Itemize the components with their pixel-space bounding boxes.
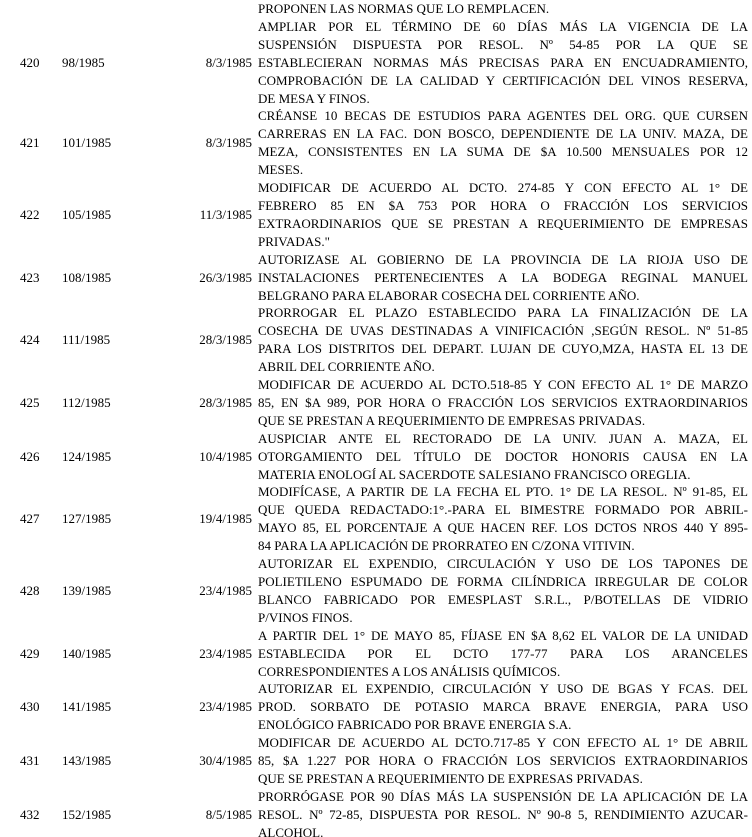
resolution-number: 143/1985 — [62, 753, 112, 769]
description-line: ESTABLECIDA POR EL DCTO 177-77 PARA LOS ARANCELES — [258, 645, 748, 661]
resolution-description — [258, 483, 752, 555]
description-line: COSECHA DE UVAS DESTINADAS A VINIFICACIÓN ,SEGÚN RESOL. Nº 51-85 — [258, 323, 748, 339]
description-line: CORRESPONDIENTES A LOS ANÁLISIS QUÍMICOS. — [258, 663, 561, 679]
table-row — [0, 680, 752, 734]
description-line: CARRERAS EN LA FAC. DON BOSCO, DEPENDIENTE DE LA UNIV. MAZA, DE — [258, 126, 748, 142]
description-line: QUE SE PRESTAN A REQUERIMIENTO DE EMPRESAS PRIVADAS. — [258, 412, 646, 428]
resolution-description — [258, 680, 752, 734]
resolution-date: 28/3/1985 — [199, 332, 252, 348]
resolution-date — [188, 0, 258, 18]
description-line: 85, EN $A 989, POR HORA O FRACCIÓN LOS SERVICIOS EXTRAORDINARIOS — [258, 394, 748, 410]
table-row — [0, 734, 752, 788]
description-line: MEZA, CONSISTENTES EN LA SUMA DE $A 10.500 MENSUALES POR 12 — [258, 144, 748, 160]
resolution-number: 152/1985 — [62, 806, 112, 822]
resolution-description — [258, 304, 752, 376]
resolution-date: 23/4/1985 — [199, 582, 252, 598]
description-line: PROPONEN LAS NORMAS QUE LO REMPLACEN. — [258, 1, 550, 16]
resolution-date: 8/5/1985 — [205, 806, 252, 822]
description-line: CRÉANSE 10 BECAS DE ESTUDIOS PARA AGENTES DEL ORG. QUE CURSEN — [258, 108, 748, 124]
description-line: PRORRÓGASE POR 90 DÍAS MÁS LA SUSPENSIÓN DE LA APLICACIÓN DE LA — [258, 788, 748, 804]
description-line: POLIETILENO ESPUMADO DE FORMA CILÍNDRICA IRREGULAR DE COLOR — [258, 574, 748, 589]
table-row — [0, 627, 752, 681]
resolution-description — [258, 788, 752, 837]
resolution-number: 105/1985 — [62, 206, 112, 222]
description-line: ABRIL DEL CORRIENTE AÑO. — [258, 359, 435, 375]
description-line: PRORROGAR EL PLAZO ESTABLECIDO PARA LA FINALIZACIÓN DE LA — [258, 305, 748, 321]
description-line: PARA LOS DISTRITOS DEL DEPART. LUJAN DE CUYO,MZA, HASTA EL 13 DE — [258, 341, 748, 357]
description-line: AUTORIZAR EL EXPENDIO, CIRCULACIÓN Y USO DE BGAS Y FCAS. DEL — [258, 681, 748, 697]
resolution-description — [258, 430, 752, 484]
resolution-description — [258, 18, 752, 108]
description-line: 84 PARA LA APLICACIÓN DE PRORRATEO EN C/ZONA VITIVIN. — [258, 538, 635, 554]
resolution-number: 141/1985 — [62, 699, 112, 715]
resolution-number: 108/1985 — [62, 269, 112, 285]
record-number — [0, 0, 62, 18]
resolution-number: 140/1985 — [62, 645, 112, 661]
description-line: MESES. — [258, 162, 304, 178]
resolution-date: 23/4/1985 — [199, 699, 252, 715]
resolution-date: 8/3/1985 — [205, 54, 252, 70]
description-line: PROD. SORBATO DE POTASIO MARCA BRAVE ENERGIA, PARA USO — [258, 699, 748, 715]
record-number: 423 — [20, 269, 40, 285]
resolution-description — [258, 376, 752, 430]
table-row — [0, 107, 752, 179]
description-line: MAYO 85, EL PORCENTAJE A QUE HACEN REF. LOS DCTOS NROS 440 Y 895- — [258, 520, 748, 536]
record-number: 430 — [20, 699, 40, 715]
resolution-description — [258, 179, 752, 251]
description-line: AUTORIZASE AL GOBIERNO DE LA PROVINCIA DE LA RIOJA USO DE — [258, 251, 748, 267]
table-row — [0, 251, 752, 305]
resolution-date: 8/3/1985 — [205, 135, 252, 151]
description-line: MODIFICAR DE ACUERDO AL DCTO.717-85 Y CON EFECTO AL 1° DE ABRIL — [258, 735, 748, 751]
description-line: FEBRERO 85 EN $A 753 POR HORA O FRACCIÓN LOS SERVICIOS — [258, 197, 748, 213]
description-line: MODIFICAR DE ACUERDO AL DCTO.518-85 Y CON EFECTO AL 1° DE MARZO — [258, 377, 748, 393]
resolution-number: 127/1985 — [62, 511, 112, 527]
table-row — [0, 304, 752, 376]
description-line: AMPLIAR POR EL TÉRMINO DE 60 DÍAS MÁS LA VIGENCIA DE LA — [258, 18, 748, 34]
description-line: COMPROBACIÓN DE LA CALIDAD Y CERTIFICACIÓN DEL VINOS RESERVA, — [258, 72, 748, 88]
description-line: DE MESA Y FINOS. — [258, 90, 370, 106]
description-line: ENOLÓGICO FABRICADO POR BRAVE ENERGIA S.A. — [258, 717, 572, 733]
description-line: ALCOHOL. — [258, 824, 324, 837]
record-number: 428 — [20, 582, 40, 598]
description-line: P/VINOS FINOS. — [258, 609, 353, 625]
description-line: BELGRANO PARA ELABORAR COSECHA DEL CORRIENTE AÑO. — [258, 287, 640, 303]
table-row — [0, 179, 752, 251]
resolution-number: 139/1985 — [62, 582, 112, 598]
table-row — [0, 555, 752, 627]
record-number: 431 — [20, 753, 40, 769]
record-number: 429 — [20, 645, 40, 661]
resolution-description — [258, 734, 752, 788]
record-number: 425 — [20, 394, 40, 410]
resolution-date: 11/3/1985 — [199, 206, 252, 222]
resolution-number: 124/1985 — [62, 448, 112, 464]
description-line: AUSPICIAR ANTE EL RECTORADO DE LA UNIV. JUAN A. MAZA, EL — [258, 430, 748, 446]
resolution-description — [258, 251, 752, 305]
resolution-description — [258, 107, 752, 179]
description-line: OTORGAMIENTO DEL TÍTULO DE DOCTOR HONORIS CAUSA EN LA — [258, 448, 748, 464]
description-line: BLANCO FABRICADO POR EMESPLAST S.R.L., P/BOTELLAS DE VIDRIO — [258, 591, 748, 607]
resolution-description — [258, 555, 752, 627]
record-number: 424 — [20, 332, 40, 348]
resolution-date: 23/4/1985 — [199, 645, 252, 661]
resolution-date: 28/3/1985 — [199, 394, 252, 410]
description-line: MODIFÍCASE, A PARTIR DE LA FECHA EL PTO. 1° DE LA RESOL. Nº 91-85, EL — [258, 484, 748, 500]
description-line: SUSPENSIÓN DISPUESTA POR RESOL. Nº 54-85 POR LA QUE SE — [258, 36, 748, 52]
record-number: 432 — [20, 806, 40, 822]
resolution-description — [258, 627, 752, 681]
resolution-date: 19/4/1985 — [199, 511, 252, 527]
record-number: 421 — [20, 135, 40, 151]
description-line: QUE QUEDA REDACTADO:1°.-PARA EL BIMESTRE FORMADO POR ABRIL- — [258, 502, 748, 518]
table-row — [0, 430, 752, 484]
description-line: EXTRAORDINARIOS QUE SE PRESTAN A REQUERIMIENTO DE EMPRESAS — [258, 215, 748, 231]
description-line: INSTALACIONES PERTENECIENTES A LA BODEGA REGINAL MANUEL — [258, 269, 748, 285]
table-row — [0, 788, 752, 837]
record-number: 426 — [20, 448, 40, 464]
description-line: MATERIA ENOLOGÍ AL SACERDOTE SALESIANO FRANCISCO OREGLIA. — [258, 466, 691, 482]
resolution-number — [62, 0, 188, 18]
resolution-description — [258, 0, 752, 18]
resolution-date: 30/4/1985 — [199, 753, 252, 769]
description-line: ESTABLECIERAN NORMAS MÁS PRECISAS PARA EN ENCUADRAMIENTO, — [258, 54, 748, 70]
description-line: PRIVADAS." — [258, 233, 330, 249]
record-number: 422 — [20, 206, 40, 222]
resolution-number: 98/1985 — [62, 54, 105, 70]
resolution-number: 111/1985 — [62, 332, 111, 348]
table-row — [0, 0, 752, 18]
table-row — [0, 483, 752, 555]
resolution-number: 112/1985 — [62, 394, 111, 410]
resolution-date: 10/4/1985 — [199, 448, 252, 464]
record-number: 420 — [20, 54, 40, 70]
description-line: MODIFICAR DE ACUERDO AL DCTO. 274-85 Y CON EFECTO AL 1° DE — [258, 180, 748, 196]
description-line: 85, $A 1.227 POR HORA O FRACCIÓN LOS SERVICIOS EXTRAORDINARIOS — [258, 753, 748, 769]
description-line: AUTORIZAR EL EXPENDIO, CIRCULACIÓN Y USO DE LOS TAPONES DE — [258, 556, 748, 572]
record-number: 427 — [20, 511, 40, 527]
description-line: QUE SE PRESTAN A REQUERIMIENTO DE EXPRESAS PRIVADAS. — [258, 770, 643, 786]
table-row — [0, 376, 752, 430]
table-row — [0, 18, 752, 108]
description-line: A PARTIR DEL 1° DE MAYO 85, FÍJASE EN $A 8,62 EL VALOR DE LA UNIDAD — [258, 627, 748, 643]
resolution-number: 101/1985 — [62, 135, 112, 151]
description-line: RESOL. Nº 72-85, DISPUESTA POR RESOL. Nº 90-8 5, RENDIMIENTO AZUCAR- — [258, 806, 748, 822]
resolution-date: 26/3/1985 — [199, 269, 252, 285]
